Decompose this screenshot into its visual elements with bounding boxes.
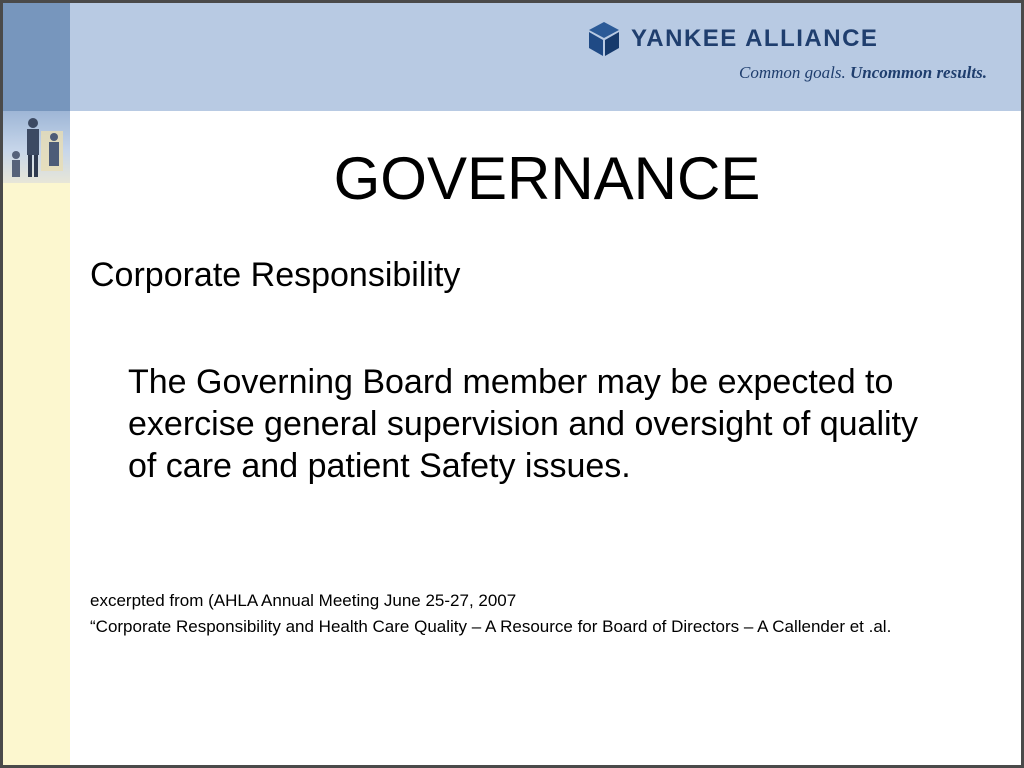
citation bbox=[90, 588, 970, 640]
slide-body-text: The Governing Board member may be expected to exercise general supervision and oversight of quality of care and patient Safety issues. bbox=[128, 363, 919, 485]
tagline-regular: Common goals. bbox=[739, 63, 851, 82]
corner-block bbox=[3, 3, 70, 111]
side-photo bbox=[3, 111, 70, 183]
yankee-alliance-logo bbox=[587, 21, 878, 57]
tagline-bold: Uncommon results. bbox=[850, 63, 987, 82]
citation-line-1: excerpted from (AHLA Annual Meeting June 25-27, 2007 bbox=[90, 591, 517, 610]
tagline bbox=[739, 63, 987, 83]
slide-subtitle: Corporate Responsibility bbox=[90, 256, 461, 294]
slide-title: GOVERNANCE bbox=[333, 145, 761, 212]
citation-line-2: “Corporate Responsibility and Health Care Quality – A Resource for Board of Directors – A Callender et .al. bbox=[90, 617, 892, 636]
brand-name: YANKEE ALLIANCE bbox=[631, 25, 879, 52]
people-photo-icon bbox=[3, 111, 70, 183]
cube-icon bbox=[587, 21, 621, 57]
header-band bbox=[70, 3, 1021, 111]
